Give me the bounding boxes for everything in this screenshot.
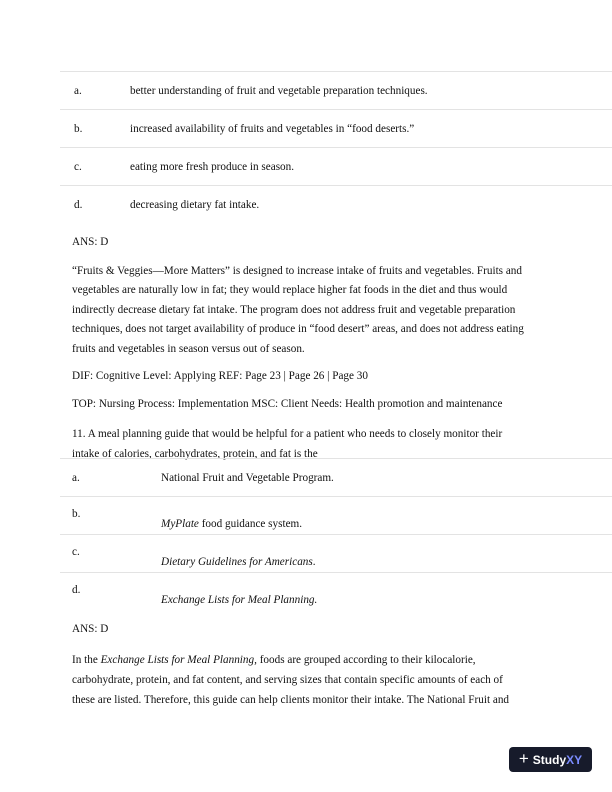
option-letter: a. bbox=[74, 85, 82, 97]
rationale-line: indirectly decrease dietary fat intake. The program does not address fruit and vegetable preparation bbox=[72, 303, 516, 316]
rationale-line: techniques, does not target availability of produce in “food desert” areas, and does not address eating bbox=[72, 323, 524, 336]
option-text: eating more fresh produce in season. bbox=[130, 161, 295, 173]
option-text: decreasing dietary fat intake. bbox=[130, 199, 260, 211]
option-row bbox=[60, 147, 612, 185]
option-text bbox=[161, 518, 302, 530]
option-row bbox=[60, 572, 612, 610]
stem-line: intake of calories, carbohydrates, protein, and fat is the bbox=[72, 448, 318, 460]
q10-answer: ANS: D bbox=[72, 236, 109, 248]
q10-top: TOP: Nursing Process: Implementation MSC: Client Needs: Health promotion and maintenance bbox=[72, 398, 503, 410]
rationale-line: these are listed. Therefore, this guide can help clients monitor their intake. The National Fruit and bbox=[72, 694, 510, 706]
studyxy-logo[interactable] bbox=[509, 747, 592, 772]
q10-dif: DIF: Cognitive Level: Applying REF: Page 23 | Page 26 | Page 30 bbox=[72, 370, 368, 382]
option-letter: a. bbox=[72, 472, 80, 484]
stem-line: 11. A meal planning guide that would be helpful for a patient who needs to closely monitor their bbox=[72, 428, 503, 440]
option-text: increased availability of fruits and vegetables in “food deserts.” bbox=[130, 123, 415, 135]
option-row bbox=[60, 534, 612, 572]
option-text-italic: Exchange Lists for Meal Planning. bbox=[161, 594, 318, 606]
option-letter: b. bbox=[74, 123, 83, 135]
rationale-italic: Exchange Lists for Meal Planning, bbox=[100, 654, 257, 666]
q11-answer: ANS: D bbox=[72, 623, 109, 635]
option-letter: d. bbox=[74, 199, 83, 211]
option-text-italic: MyPlate bbox=[161, 518, 199, 530]
plus-icon: + bbox=[518, 749, 529, 768]
question-11-options bbox=[60, 458, 612, 610]
option-letter: d. bbox=[72, 584, 81, 596]
option-text-italic: Dietary Guidelines for Americans bbox=[161, 556, 313, 568]
option-letter: c. bbox=[72, 546, 80, 558]
option-row bbox=[60, 458, 612, 496]
logo-brand-accent: XY bbox=[566, 752, 583, 767]
rationale-line: fruits and vegetables in season versus out of season. bbox=[72, 342, 305, 355]
option-text bbox=[161, 556, 316, 568]
rationale-line bbox=[72, 650, 542, 670]
option-text-rest: . bbox=[312, 556, 316, 568]
logo-text bbox=[533, 753, 582, 767]
option-text-rest: food guidance system. bbox=[198, 518, 303, 530]
option-letter: c. bbox=[74, 161, 82, 173]
q11-rationale bbox=[72, 650, 542, 710]
question-10-options bbox=[60, 71, 612, 223]
option-row bbox=[60, 496, 612, 534]
option-text: better understanding of fruit and vegetable preparation techniques. bbox=[130, 85, 428, 97]
option-text: National Fruit and Vegetable Program. bbox=[161, 472, 334, 484]
option-row bbox=[60, 185, 612, 223]
rationale-rest: foods are grouped according to their kilocalorie, bbox=[256, 654, 476, 666]
rationale-line: “Fruits & Veggies—More Matters” is designed to increase intake of fruits and vegetables. Fruits and bbox=[72, 265, 522, 277]
option-row bbox=[60, 109, 612, 147]
q10-rationale bbox=[72, 262, 542, 359]
rationale-line: carbohydrate, protein, and fat content, and serving sizes that contain specific amounts of each of bbox=[72, 674, 503, 686]
rationale-line: vegetables are naturally low in fat; they would replace higher fat foods in the diet and thus would bbox=[72, 284, 508, 297]
option-text bbox=[161, 594, 317, 606]
option-row bbox=[60, 71, 612, 109]
rationale-prefix: In the bbox=[72, 654, 101, 666]
logo-brand: Study bbox=[532, 752, 567, 767]
option-letter: b. bbox=[72, 508, 81, 520]
